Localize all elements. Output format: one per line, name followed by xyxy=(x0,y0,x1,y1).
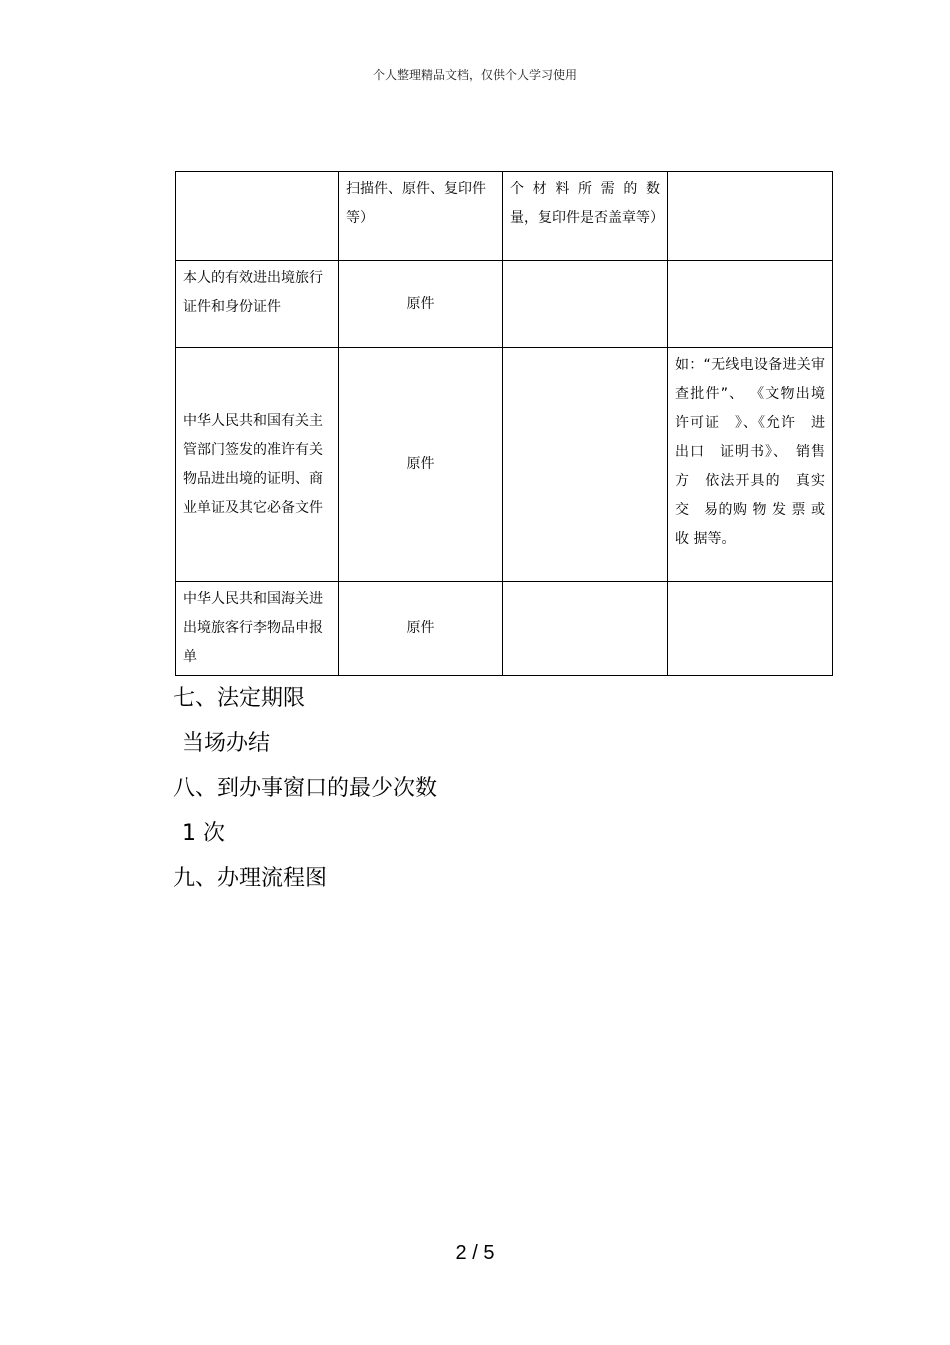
page-header: 个人整理精品文档，仅供个人学习使用 xyxy=(372,68,577,82)
table-cell: 中华人民共和国有关主管部门签发的准许有关物品进出境的证明、商业单证及其它必备文件 xyxy=(176,348,339,582)
section-8-content: 1 次 xyxy=(182,821,225,846)
table-cell: 原件 xyxy=(339,261,503,348)
section-7-title: 七、法定期限 xyxy=(173,686,306,711)
table-cell xyxy=(176,172,339,261)
table-cell: 本人的有效进出境旅行证件和身份证件 xyxy=(176,261,339,348)
table-row xyxy=(176,348,833,582)
table-row xyxy=(176,582,833,676)
table-cell xyxy=(668,172,833,261)
table-cell xyxy=(503,261,668,348)
section-7-content: 当场办结 xyxy=(182,731,271,756)
table-row xyxy=(176,172,833,261)
table-cell: 如：“无线电设备进关审查批件”、 《文物出境 许可证 》、《允许 进出口 证明书》、 销售方 依法开具的 真实交 易的购 物 发 票 或 收 据等。 xyxy=(668,348,833,582)
section-8-title: 八、到办事窗口的最少次数 xyxy=(173,776,438,801)
section-9-title: 九、办理流程图 xyxy=(173,866,328,891)
table-cell: 原件 xyxy=(339,582,503,676)
table-cell xyxy=(503,582,668,676)
page-number: 2 / 5 xyxy=(455,1242,495,1264)
table-cell: 原件 xyxy=(339,348,503,582)
table-cell xyxy=(668,582,833,676)
materials-table xyxy=(175,171,839,676)
table-cell: 扫描件、原件、复印件等） xyxy=(339,172,503,261)
table-cell: 中华人民共和国海关进出境旅客行李物品申报单 xyxy=(176,582,339,676)
table-cell xyxy=(503,348,668,582)
table-cell xyxy=(668,261,833,348)
table-row xyxy=(176,261,833,348)
table-cell: 个 材 料 所 需 的 数 量，复印件是否盖章等） xyxy=(503,172,668,261)
